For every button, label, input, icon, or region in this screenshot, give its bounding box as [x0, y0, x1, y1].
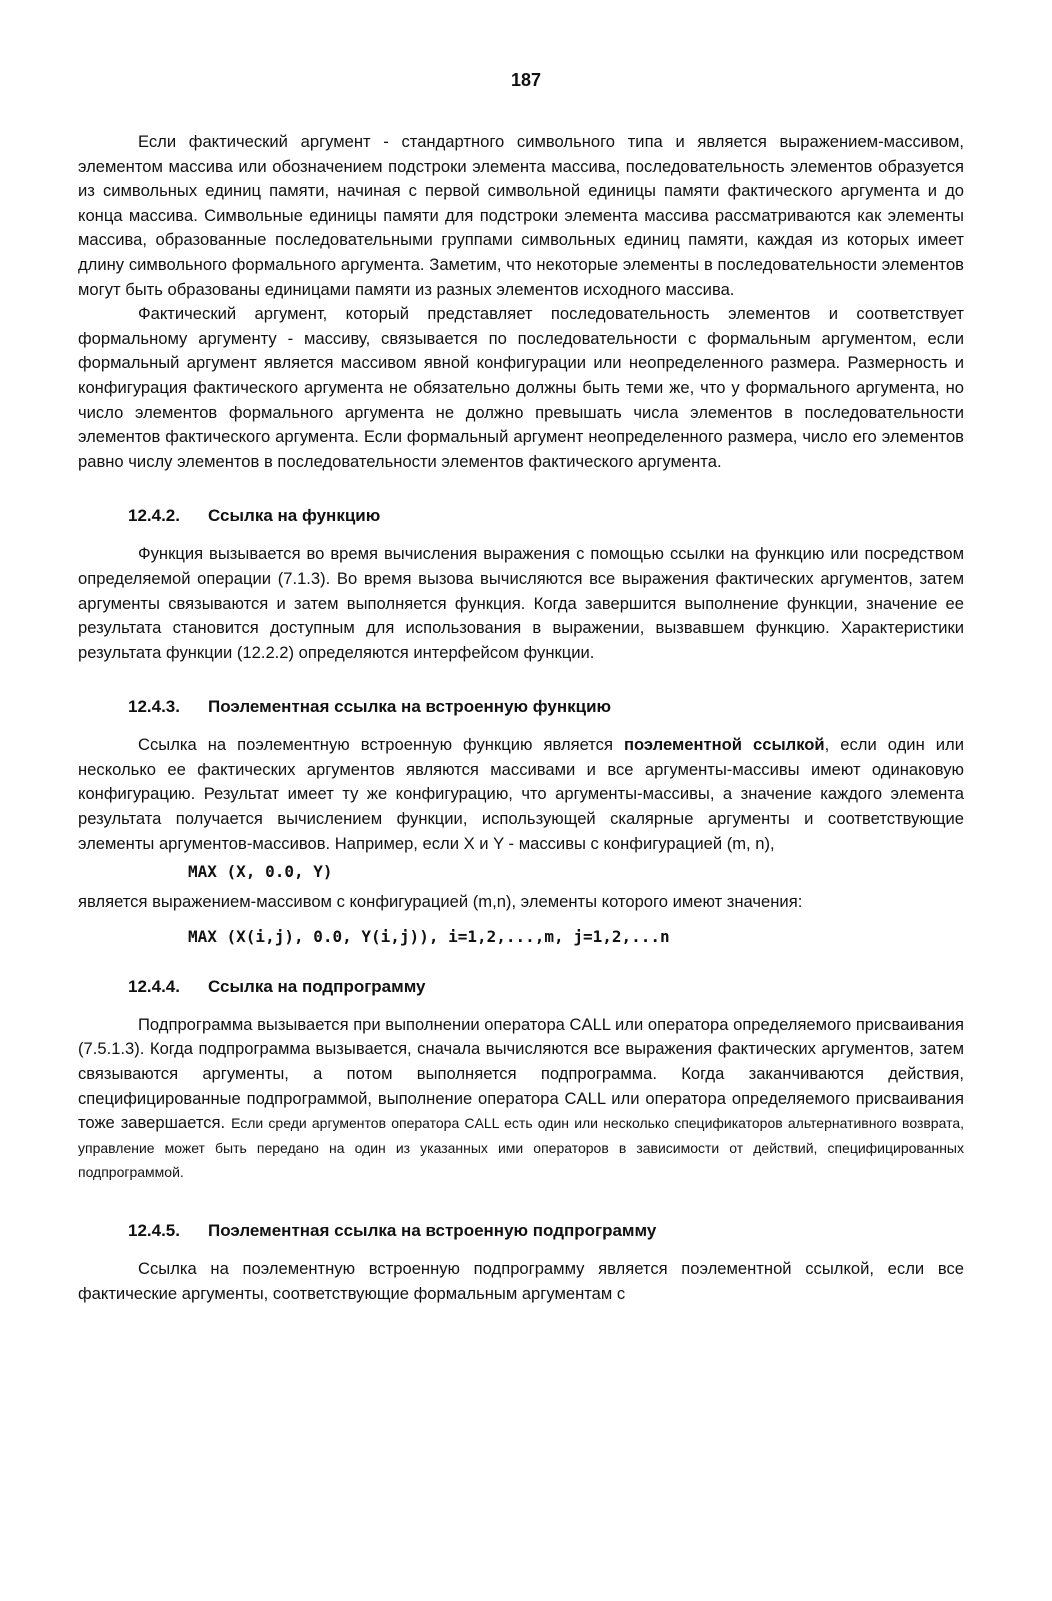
section-heading-12-4-2: [78, 504, 964, 528]
paragraph-function-reference: Функция вызывается во время вычисления выражения с помощью ссылки на функцию или посредством определяемой операции (7.1.3). Во время вызова вычисляются все выражения фактических аргументов, затем аргументы связываются и затем выполняется функция. Когда завершится выполнение функции, значение ее результата становится доступным для использования в выражении, вызвавшем функцию. Характеристики результата функции (12.2.2) определяются интерфейсом функции.: [78, 544, 964, 662]
paragraph-array-expression: является выражением-массивом с конфигурацией (m,n), элементы которого имеют значения:: [78, 892, 803, 912]
section-title: Ссылка на подпрограмму: [208, 976, 426, 996]
paragraph-elemental-subroutine-reference: Ссылка на поэлементную встроенную подпрограмму является поэлементной ссылкой, если все фактические аргументы, соответствующие формальным аргументам с: [78, 1259, 964, 1303]
paragraph-elemental-function-reference: [78, 733, 964, 856]
text-run: Подпрограмма вызывается при выполнении оператора CALL или оператора определяемого присваивания (7.5.1.3). Когда подпрограмма вызывается, сначала вычисляются все выражения фактических аргументов, затем связываются аргументы, а потом выполняется подпрограмма. Когда заканчиваются действия, специфицированные подпрограммой, выполнение оператора CALL или оператора определяемого присваивания тоже завершается.: [78, 1014, 965, 1133]
section-number: 12.4.2.: [128, 506, 180, 526]
section-title: Поэлементная ссылка на встроенную функцию: [208, 697, 612, 717]
section-heading-12-4-3: [78, 695, 964, 719]
section-heading-12-4-5: [78, 1219, 964, 1243]
section-heading-12-4-4: [78, 975, 964, 999]
code-example-max-elements: MAX (X(i,j), 0.0, Y(i,j)), i=1,2,...,m, j=1,2,...n: [188, 926, 670, 946]
defined-term: поэлементной ссылкой: [623, 735, 825, 755]
paragraph-subroutine-reference: [78, 1013, 964, 1185]
small-print-note: Если среди аргументов оператора CALL есть один или несколько спецификаторов альтернативного возврата, управление может быть передано на один из указанных ими операторов в зависимости от действий, специфицированных подпрограммой.: [78, 1115, 964, 1181]
page-body: [78, 130, 964, 1306]
paragraph-char-array-arg: Если фактический аргумент - стандартного символьного типа и является выражением-массивом, элементом массива или обозначением подстроки элемента массива, последовательность элементов образуется из символьных единиц памяти, начиная с первой символьной единицы памяти фактического аргумента и до конца массива. Символьные единицы памяти для подстроки элемента массива рассматриваются как элементы массива, образованные последовательными группами символьных единиц памяти, каждая из которых имеет длину символьного формального аргумента. Заметим, что некоторые элементы в последовательности элементов могут быть образованы единицами памяти из разных элементов исходного массива.: [78, 132, 964, 299]
paragraph-sequence-association: Фактический аргумент, который представляет последовательность элементов и соответствует формальному аргументу - массиву, связывается по последовательности с формальным аргументом, если формальный аргумент является массивом явной конфигурации или неопределенного размера. Размерность и конфигурация фактического аргумента не обязательно должны быть теми же, что у формального аргумента, но число элементов формального аргумента не должно превышать числа элементов в последовательности элементов фактического аргумента. Если формальный аргумент неопределенного размера, число его элементов равно числу элементов в последовательности элементов фактического аргумента.: [78, 304, 964, 471]
section-title: Ссылка на функцию: [208, 506, 381, 526]
section-number: 12.4.4.: [128, 976, 180, 996]
section-title: Поэлементная ссылка на встроенную подпрограмму: [208, 1221, 657, 1240]
code-example-max: MAX (X, 0.0, Y): [188, 862, 333, 882]
section-number: 12.4.5.: [128, 1221, 180, 1240]
text-run: Ссылка на поэлементную встроенную функцию является: [138, 735, 624, 755]
text-run: , если один или несколько ее фактических аргументов являются массивами и все аргументы-массивы имеют одинаковую конфигурацию. Результат имеет ту же конфигурацию, что аргументы-массивы, а значение каждого элемента результата получается вычислением функции, использующей скалярные аргументы и соответствующие элементы аргументов-массивов. Например, если X и Y - массивы с конфигурацией (m, n),: [78, 735, 964, 853]
section-number: 12.4.3.: [128, 697, 180, 717]
page-number: 187: [510, 70, 542, 90]
